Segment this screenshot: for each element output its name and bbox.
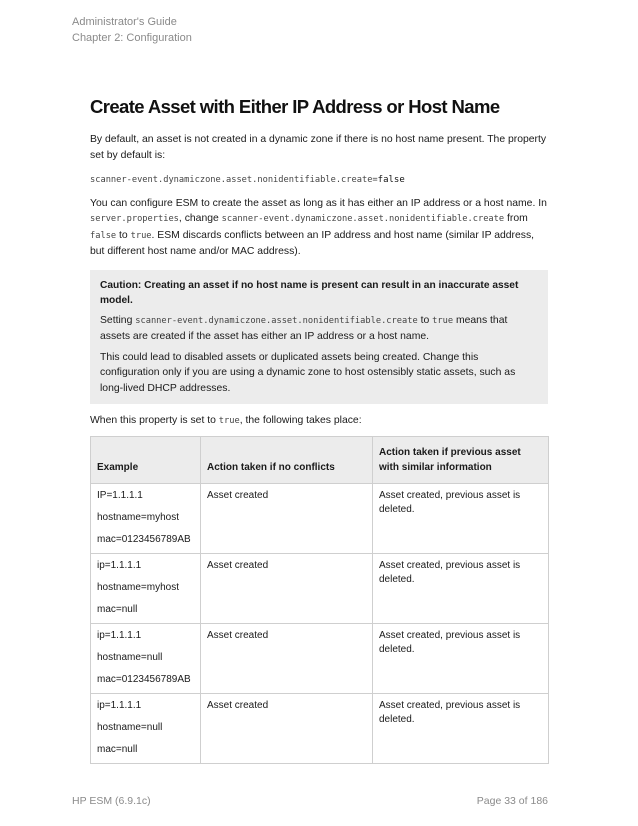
property-name: scanner-event.dynamiczone.asset.nonidentifiable.create: [221, 214, 505, 224]
example-cell: [91, 623, 201, 693]
text-run: Setting: [100, 314, 136, 326]
default-property: scanner-event.dynamiczone.asset.nonidentifiable.create=: [90, 175, 378, 185]
example-ip: IP=1.1.1.1: [97, 489, 143, 501]
page-footer: [72, 795, 548, 807]
table-row: [91, 693, 549, 763]
text-run: from: [504, 213, 528, 224]
text-run: to: [417, 314, 433, 326]
example-cell: [91, 483, 201, 553]
main-content: [90, 96, 548, 764]
previous-asset-cell: Asset created, previous asset is deleted.: [373, 553, 549, 623]
text-run: You can configure ESM to create the asset as long as it has either an IP address or a host name. In: [90, 197, 547, 209]
previous-asset-cell: Asset created, previous asset is deleted.: [373, 623, 549, 693]
example-hostname: hostname=null: [97, 721, 163, 733]
intro-paragraph: By default, an asset is not created in a dynamic zone if there is no host name present. The property set by default is:: [90, 134, 547, 161]
example-mac: mac=0123456789AB: [97, 673, 191, 685]
caution-title: Caution: Creating an asset if no host name is present can result in an inaccurate asset model.: [100, 279, 519, 306]
example-mac: mac=null: [97, 743, 138, 755]
asset-behavior-table: [90, 436, 549, 764]
text-run: , change: [178, 213, 222, 224]
file-name: server.properties: [90, 214, 179, 224]
no-conflict-cell: Asset created: [201, 693, 373, 763]
example-ip: ip=1.1.1.1: [97, 629, 142, 641]
text-run: , the following takes place:: [239, 415, 362, 426]
table-row: [91, 623, 549, 693]
example-ip: ip=1.1.1.1: [97, 559, 142, 571]
table-header-row: [91, 436, 549, 483]
example-ip: ip=1.1.1.1: [97, 699, 142, 711]
caution-property: scanner-event.dynamiczone.asset.nonidentifiable.create: [135, 315, 418, 326]
configure-paragraph: [90, 196, 548, 260]
example-mac: mac=0123456789AB: [97, 533, 191, 545]
table-intro: [90, 413, 548, 430]
example-hostname: hostname=myhost: [97, 511, 179, 523]
value-to: true: [130, 230, 152, 241]
guide-title: Administrator's Guide: [72, 16, 177, 28]
running-header: [72, 14, 192, 46]
example-cell: [91, 553, 201, 623]
table-row: [91, 553, 549, 623]
header-no-conflicts: Action taken if no conflicts: [201, 436, 373, 483]
previous-asset-cell: Asset created, previous asset is deleted.: [373, 693, 549, 763]
table-row: [91, 483, 549, 553]
footer-product: HP ESM (6.9.1c): [72, 795, 151, 807]
no-conflict-cell: Asset created: [201, 623, 373, 693]
text-run: . ESM discards conflicts between an IP address and host name (similar IP address, but different host name and/or MAC address).: [90, 229, 535, 257]
no-conflict-cell: Asset created: [201, 553, 373, 623]
example-cell: [91, 693, 201, 763]
caution-paragraph-1: [100, 313, 538, 345]
true-value: true: [218, 416, 240, 426]
header-previous-asset: Action taken if previous asset with similar information: [373, 436, 549, 483]
value-from: false: [90, 230, 117, 241]
previous-asset-cell: Asset created, previous asset is deleted.: [373, 483, 549, 553]
example-hostname: hostname=myhost: [97, 581, 179, 593]
chapter-title: Chapter 2: Configuration: [72, 32, 192, 44]
text-run: means that assets are created if the asset has either an IP address or a host name.: [100, 314, 508, 342]
caution-value: true: [432, 315, 454, 326]
text-run: to: [116, 229, 131, 241]
header-example: Example: [91, 436, 201, 483]
section-title: Create Asset with Either IP Address or Host Name: [90, 96, 500, 117]
footer-page-number: Page 33 of 186: [476, 795, 548, 807]
text-run: When this property is set to: [90, 415, 219, 426]
default-property-line: [90, 172, 548, 189]
example-mac: mac=null: [97, 603, 138, 615]
default-value: false: [377, 175, 405, 185]
caution-box: [90, 270, 548, 405]
no-conflict-cell: Asset created: [201, 483, 373, 553]
example-hostname: hostname=null: [97, 651, 163, 663]
caution-paragraph-2: This could lead to disabled assets or duplicated assets being created. Change this configuration only if you are using a dynamic zone to host ostensibly static assets, such as long-lived DHCP addresses.: [100, 351, 516, 394]
